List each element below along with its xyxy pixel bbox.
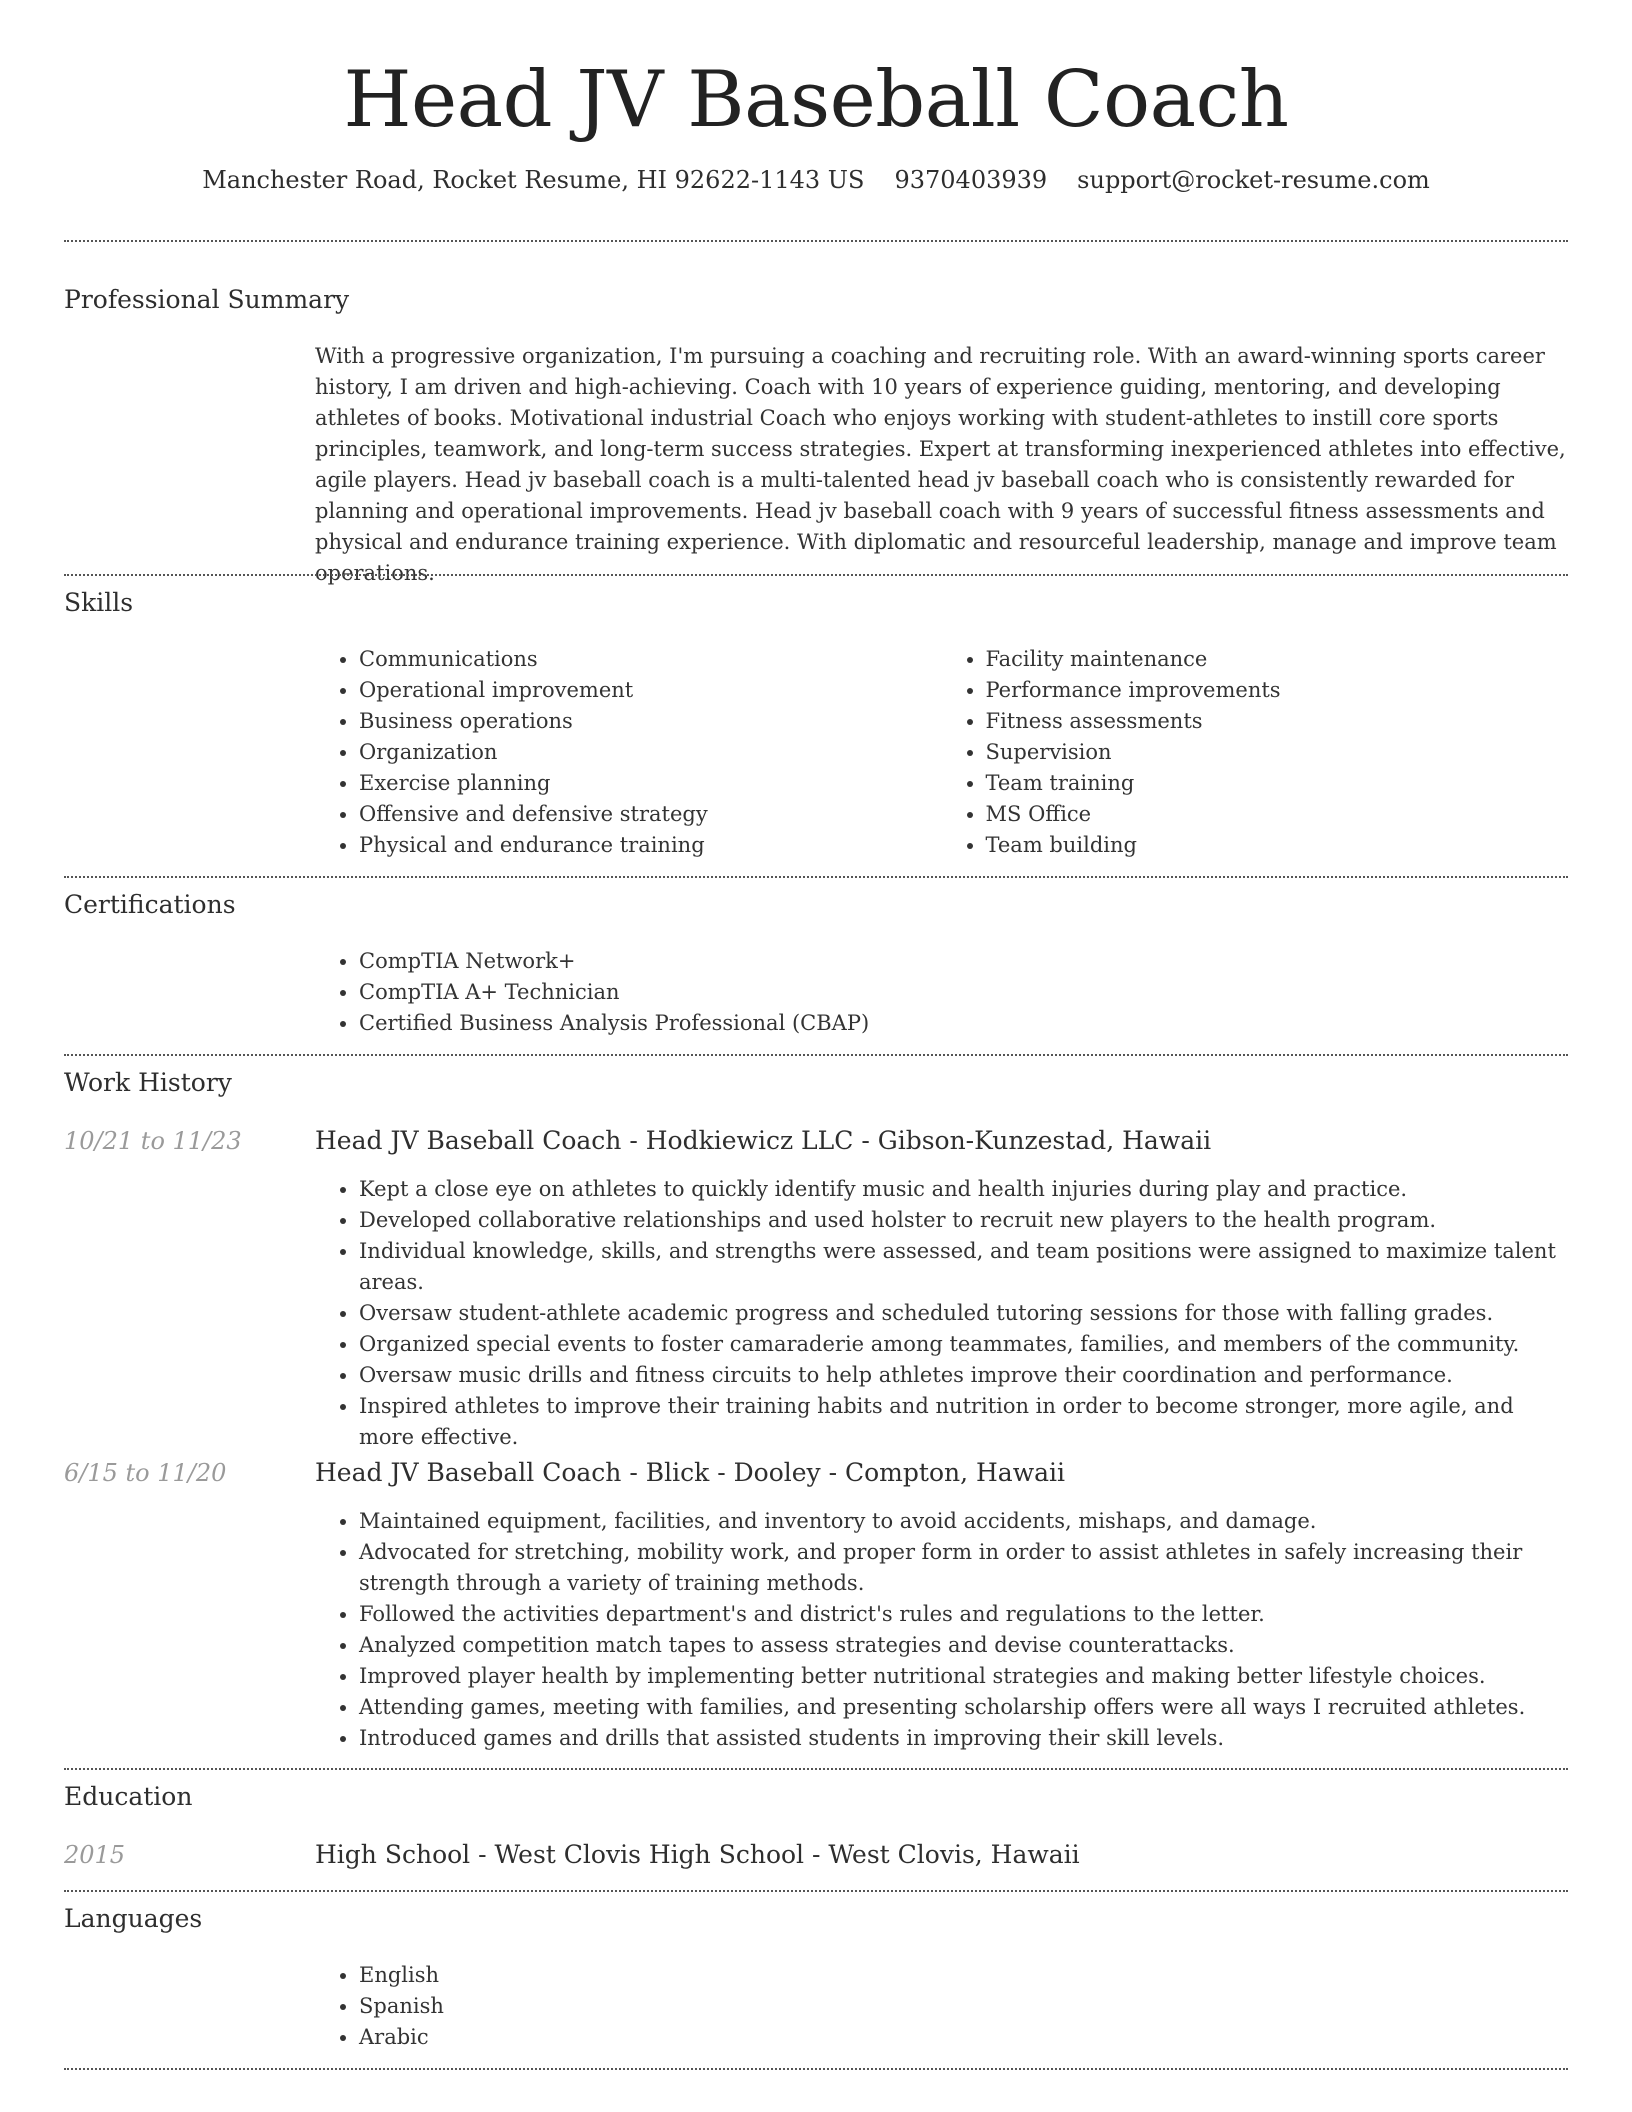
skill-item: • MS Office xyxy=(986,799,1569,830)
job-bullet: • Improved player health by implementing better nutritional strategies and making better lifestyle choices. xyxy=(359,1661,1568,1692)
skills-divider xyxy=(64,876,1568,878)
certification-item: • Certified Business Analysis Professional (CBAP) xyxy=(359,1008,1568,1039)
resume-name: Head JV Baseball Coach xyxy=(343,55,1289,145)
header-divider xyxy=(64,240,1568,242)
skill-item: • Performance improvements xyxy=(986,675,1569,706)
certification-item: • CompTIA Network+ xyxy=(359,946,1568,977)
skill-item: • Exercise planning xyxy=(359,768,942,799)
languages-divider xyxy=(64,2068,1568,2070)
skill-item: • Operational improvement xyxy=(359,675,942,706)
job-bullet: • Oversaw music drills and fitness circuits to help athletes improve their coordination and performance. xyxy=(359,1360,1568,1391)
summary-divider xyxy=(64,574,1568,576)
job-bullet: • Advocated for stretching, mobility work, and proper form in order to assist athletes in safely increasing their strength through a variety of training methods. xyxy=(359,1537,1568,1599)
skill-item: • Communications xyxy=(359,644,942,675)
skill-item: • Physical and endurance training xyxy=(359,830,942,861)
contact-address: Manchester Road, Rocket Resume, HI 92622-1143 US xyxy=(202,166,865,194)
skills-column-right xyxy=(942,644,1569,861)
job-heading: Head JV Baseball Coach - Hodkiewicz LLC - Gibson-Kunzestad, Hawaii xyxy=(315,1126,1212,1155)
education-divider xyxy=(64,1890,1568,1892)
languages-title: Languages xyxy=(64,1904,203,1933)
education-year: 2015 xyxy=(64,1841,126,1869)
summary-text: With a progressive organization, I'm pursuing a coaching and recruiting role. With an award-winning sports career history, I am driven and high-achieving. Coach with 10 years of experience guiding, mentoring, and developing athletes of books. Motivational industrial Coach who enjoys working with student-athletes to instill core sports principles, teamwork, and long-term success strategies. Expert at transforming inexperienced athletes into effective, agile players. Head jv baseball coach is a multi-talented head jv baseball coach who is consistently rewarded for planning and operational improvements. Head jv baseball coach with 9 years of successful fitness assessments and physical and endurance training experience. With diplomatic and resourceful leadership, manage and improve team operations. xyxy=(315,344,1566,585)
education-section xyxy=(64,1781,1568,1813)
certifications-body xyxy=(315,946,1568,1039)
job-bullet: • Developed collaborative relationships and used holster to recruit new players to the health program. xyxy=(359,1205,1568,1236)
skill-item: • Organization xyxy=(359,737,942,768)
skills-column-left xyxy=(315,644,942,861)
contact-phone: 9370403939 xyxy=(894,166,1048,194)
contact-line xyxy=(64,164,1568,196)
skill-item: • Supervision xyxy=(986,737,1569,768)
education-heading: High School - West Clovis High School - West Clovis, Hawaii xyxy=(315,1840,1080,1869)
job-bullet: • Maintained equipment, facilities, and inventory to avoid accidents, mishaps, and damage. xyxy=(359,1506,1568,1537)
skill-item: • Business operations xyxy=(359,706,942,737)
work-section xyxy=(64,1067,1568,1099)
education-title: Education xyxy=(64,1782,193,1811)
work-divider xyxy=(64,1768,1568,1770)
job-bullet: • Oversaw student-athlete academic progress and scheduled tutoring sessions for those with falling grades. xyxy=(359,1298,1568,1329)
job-duties xyxy=(315,1174,1568,1453)
job-dates: 10/21 to 11/23 xyxy=(64,1127,242,1155)
job-bullets xyxy=(315,1174,1568,1453)
certifications-divider xyxy=(64,1054,1568,1056)
job-bullet: • Organized special events to foster camaraderie among teammates, families, and members of the community. xyxy=(359,1329,1568,1360)
skill-item: • Team training xyxy=(986,768,1569,799)
certifications-section xyxy=(64,889,1568,921)
summary-section xyxy=(64,284,1568,316)
job-bullet: • Analyzed competition match tapes to assess strategies and devise counterattacks. xyxy=(359,1630,1568,1661)
language-item: • Spanish xyxy=(359,1991,1568,2022)
certification-item: • CompTIA A+ Technician xyxy=(359,977,1568,1008)
contact-email[interactable]: support@rocket-resume.com xyxy=(1077,166,1430,194)
job-duties xyxy=(315,1506,1568,1754)
certifications-title: Certifications xyxy=(64,890,236,919)
skills-section xyxy=(64,587,1568,619)
job-bullet: • Individual knowledge, skills, and strengths were assessed, and team positions were assigned to maximize talent areas. xyxy=(359,1236,1568,1298)
job-dates: 6/15 to 11/20 xyxy=(64,1459,227,1487)
work-title: Work History xyxy=(64,1068,232,1097)
job-bullet: • Attending games, meeting with families, and presenting scholarship offers were all ways I recruited athletes. xyxy=(359,1692,1568,1723)
summary-body xyxy=(315,341,1568,589)
job-bullets xyxy=(315,1506,1568,1754)
job-heading: Head JV Baseball Coach - Blick - Dooley - Compton, Hawaii xyxy=(315,1458,1065,1487)
languages-list xyxy=(315,1960,1568,2053)
skill-item: • Team building xyxy=(986,830,1569,861)
certifications-list xyxy=(315,946,1568,1039)
languages-section xyxy=(64,1903,1568,1935)
language-item: • English xyxy=(359,1960,1568,1991)
skills-title: Skills xyxy=(64,588,134,617)
summary-title: Professional Summary xyxy=(64,285,350,314)
skill-item: • Fitness assessments xyxy=(986,706,1569,737)
resume-page xyxy=(64,0,1568,2049)
skill-item: • Facility maintenance xyxy=(986,644,1569,675)
job-bullet: • Kept a close eye on athletes to quickly identify music and health injuries during play and practice. xyxy=(359,1174,1568,1205)
skills-list xyxy=(315,644,1568,861)
languages-body xyxy=(315,1960,1568,2053)
language-item: • Arabic xyxy=(359,2022,1568,2053)
skill-item: • Offensive and defensive strategy xyxy=(359,799,942,830)
job-bullet: • Followed the activities department's and district's rules and regulations to the letter. xyxy=(359,1599,1568,1630)
job-bullet: • Inspired athletes to improve their training habits and nutrition in order to become stronger, more agile, and more effective. xyxy=(359,1391,1568,1453)
job-bullet: • Introduced games and drills that assisted students in improving their skill levels. xyxy=(359,1723,1568,1754)
